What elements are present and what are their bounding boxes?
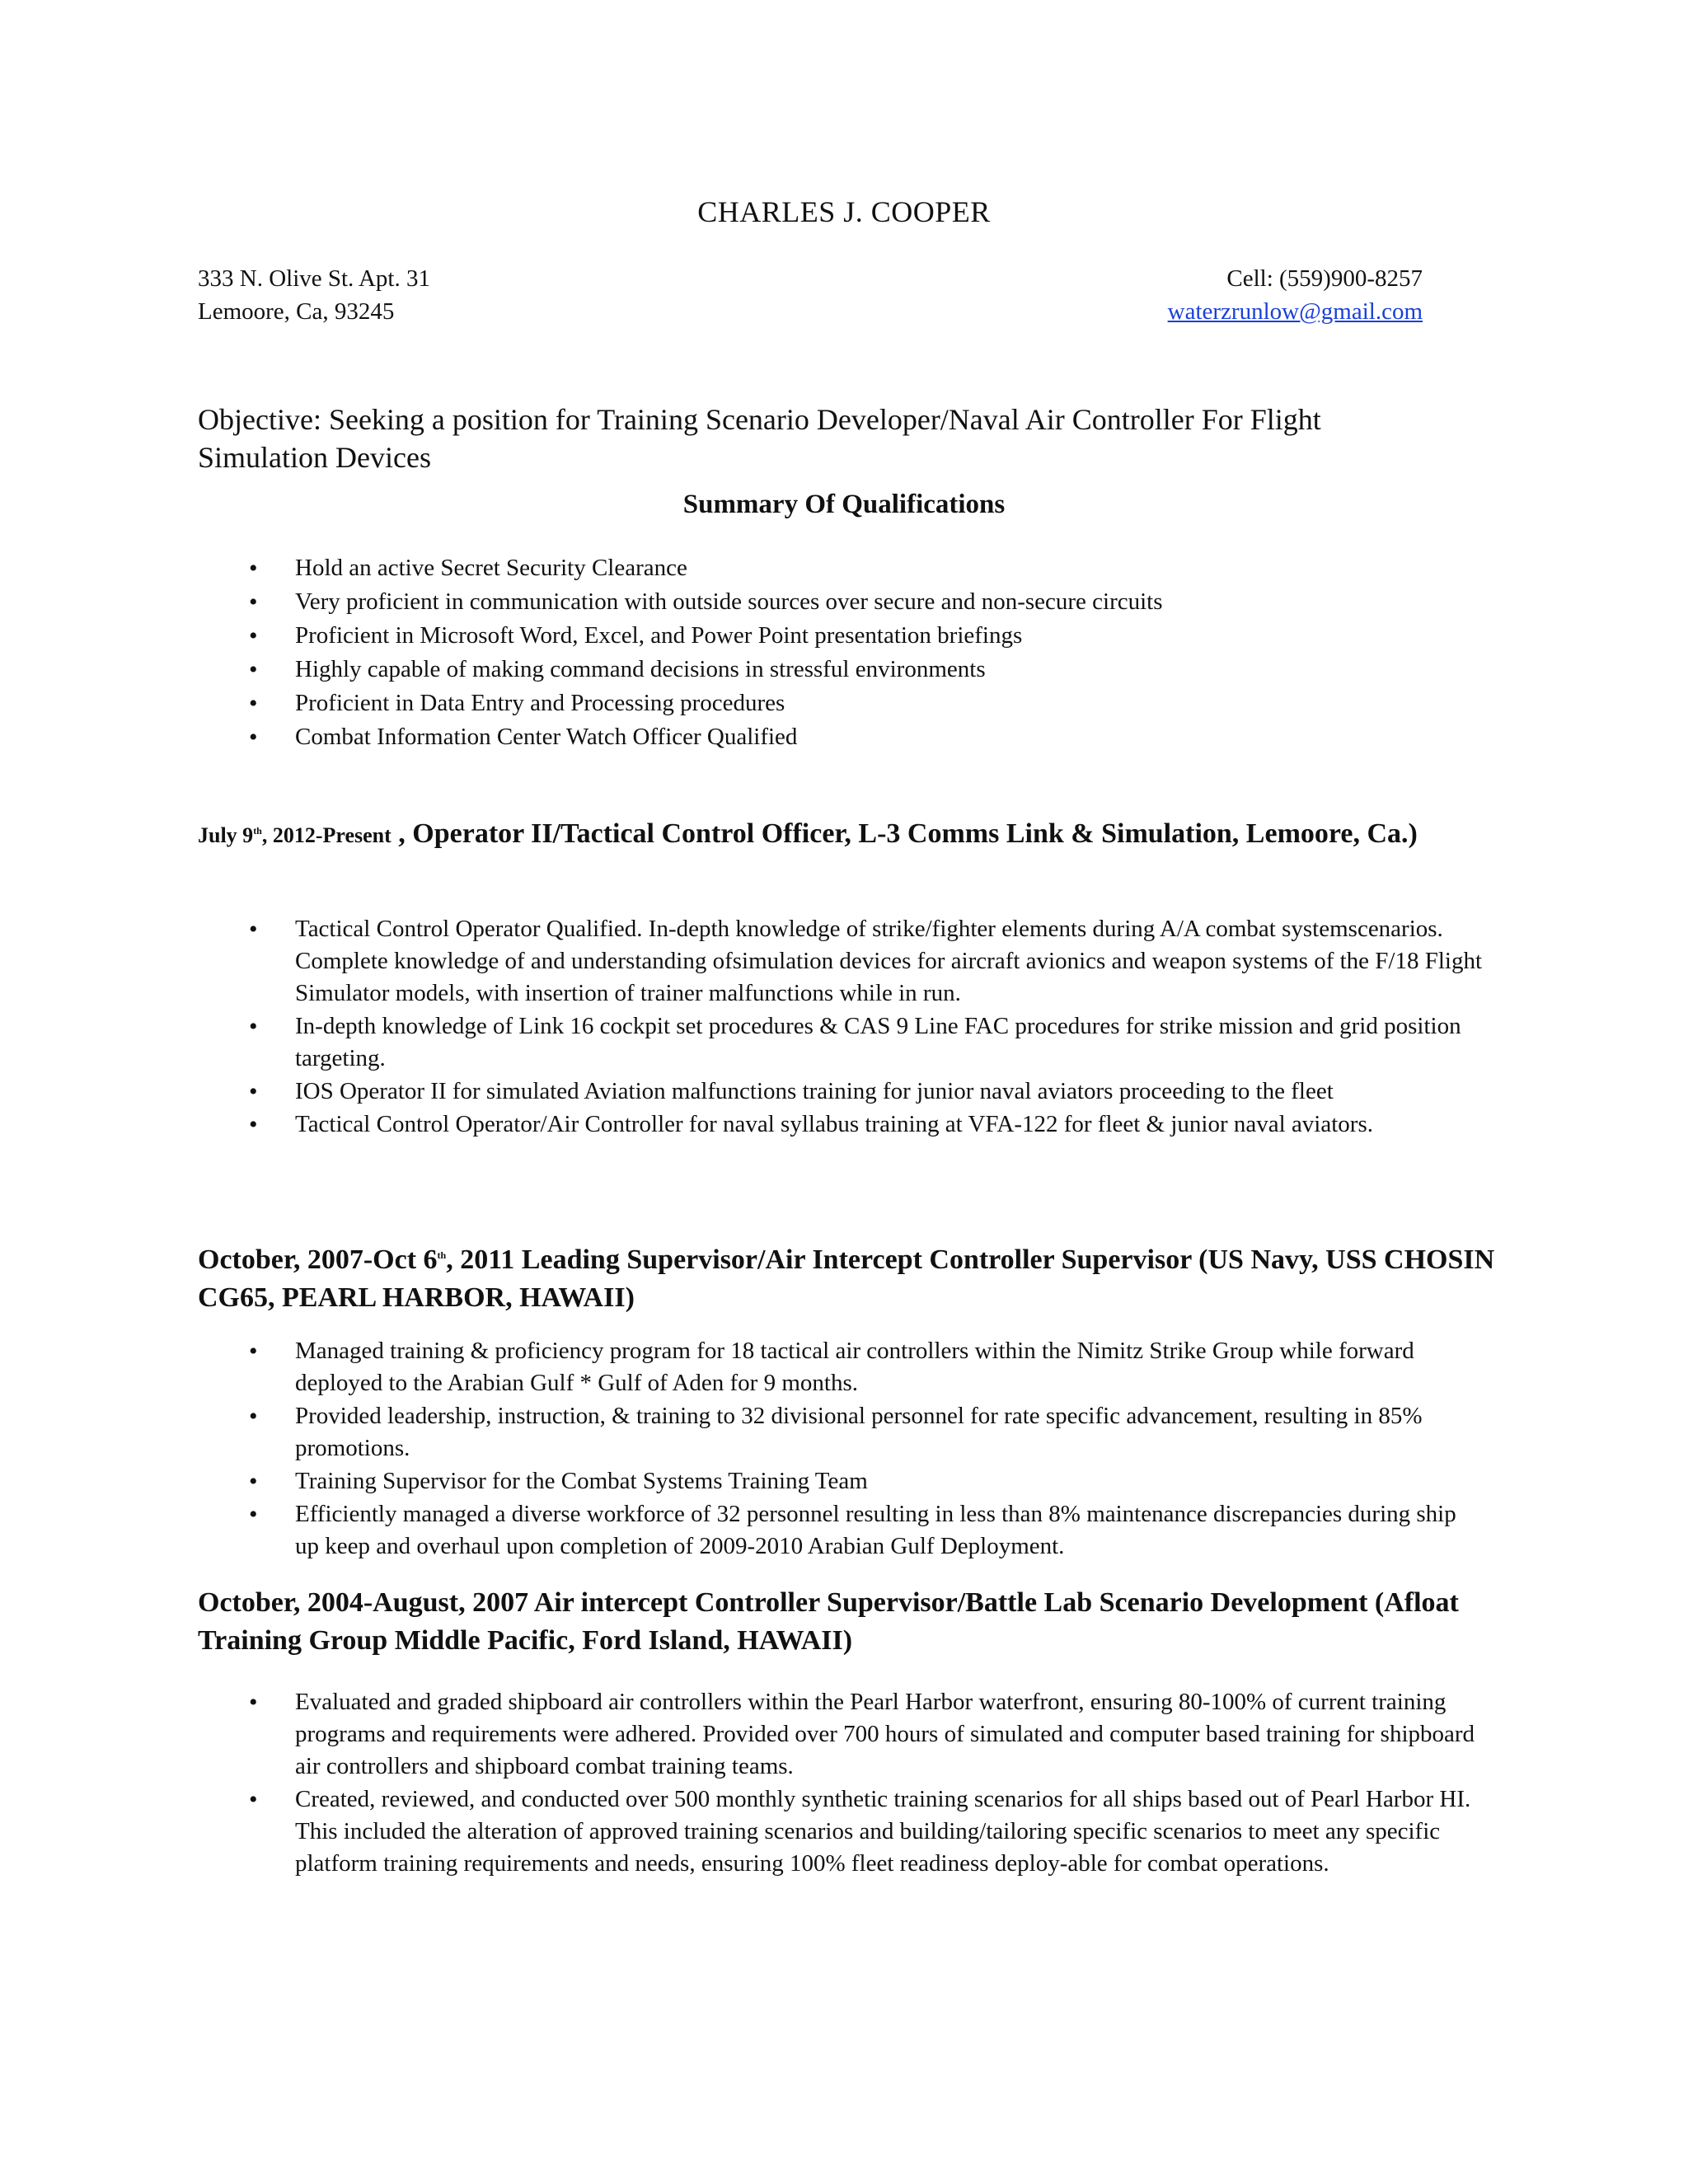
contact-block bbox=[1168, 262, 1423, 328]
address-block bbox=[198, 262, 430, 328]
candidate-name: CHARLES J. COOPER bbox=[697, 195, 991, 228]
email-link[interactable]: waterzrunlow@gmail.com bbox=[1167, 298, 1423, 325]
list-item: • Proficient in Microsoft Word, Excel, and Power Point presentation briefings bbox=[198, 620, 1484, 652]
phone-number: Cell: (559)900-8257 bbox=[1226, 265, 1423, 292]
summary-heading: Summary Of Qualifications bbox=[682, 490, 1006, 519]
list-item: • IOS Operator II for simulated Aviation malfunctions training for junior naval aviators proceeding to the fleet bbox=[198, 1076, 1484, 1108]
job-date-suffix: , 2012-Present bbox=[261, 823, 392, 847]
job-2-duties bbox=[198, 1335, 1484, 1563]
job-date: July 9 bbox=[198, 823, 254, 847]
list-item: • Hold an active Secret Security Clearance bbox=[198, 552, 1484, 584]
job-3-duties bbox=[198, 1686, 1484, 1881]
job-date: October, 2007-Oct 6 bbox=[198, 1244, 438, 1275]
list-item: • Training Supervisor for the Combat Systems Training Team bbox=[198, 1465, 1484, 1497]
list-item: • Combat Information Center Watch Officer Qualified bbox=[198, 721, 1484, 753]
job-title: Leading Supervisor/Air Intercept Controller Supervisor (US Navy, USS CHOSIN CG65, PEARL HARBOR, HAWAII) bbox=[198, 1244, 1495, 1313]
job-heading-3: October, 2004-August, 2007 Air intercept Controller Supervisor/Battle Lab Scenario Development (Afloat Training Group Middle Pacific, Ford Island, HAWAII) bbox=[198, 1587, 1459, 1656]
job-title: , Operator II/Tactical Control Officer, L-3 Comms Link & Simulation, Lemoore, Ca.) bbox=[391, 818, 1418, 849]
address-line-2: Lemoore, Ca, 93245 bbox=[198, 298, 395, 325]
list-item: • Managed training & proficiency program for 18 tactical air controllers within the Nimitz Strike Group while forward deployed to the Arabian Gulf * Gulf of Aden for 9 months. bbox=[198, 1335, 1484, 1399]
date-superscript: th bbox=[437, 1249, 447, 1261]
qualifications-list bbox=[198, 552, 1484, 755]
job-1-duties bbox=[198, 913, 1484, 1141]
list-item: • Evaluated and graded shipboard air controllers within the Pearl Harbor waterfront, ensuring 80-100% of current training programs and requirements were adhered. Provided over 700 hours of simulated and computer based training for shipboard air controllers and shipboard combat training teams. bbox=[198, 1686, 1484, 1783]
job-heading-1 bbox=[198, 812, 1517, 855]
list-item: • Highly capable of making command decisions in stressful environments bbox=[198, 654, 1484, 686]
job-date-suffix: , 2011 bbox=[446, 1244, 515, 1275]
job-heading-2 bbox=[198, 1236, 1517, 1317]
list-item: • Tactical Control Operator/Air Controller for naval syllabus training at VFA-122 for fleet & junior naval aviators. bbox=[198, 1108, 1484, 1141]
list-item: • In-depth knowledge of Link 16 cockpit set procedures & CAS 9 Line FAC procedures for strike mission and grid position targeting. bbox=[198, 1010, 1484, 1075]
list-item: • Very proficient in communication with outside sources over secure and non-secure circuits bbox=[198, 586, 1484, 618]
list-item: • Created, reviewed, and conducted over 500 monthly synthetic training scenarios for all ships based out of Pearl Harbor HI. This included the alteration of approved training scenarios and building/tailoring specific scenarios to meet any specific platform training requirements and needs, ensuring 100% fleet readiness deploy-able for combat operations. bbox=[198, 1783, 1484, 1880]
list-item: • Efficiently managed a diverse workforce of 32 personnel resulting in less than 8% maintenance discrepancies during ship up keep and overhaul upon completion of 2009-2010 Arabian Gulf Deployment. bbox=[198, 1498, 1484, 1563]
list-item: • Tactical Control Operator Qualified. In-depth knowledge of strike/fighter elements during A/A combat systemscenarios. Complete knowledge of and understanding ofsimulation devices for aircraft avionics and weapon systems of the F/18 Flight Simulator models, with insertion of trainer malfunctions while in run. bbox=[198, 913, 1484, 1010]
list-item: • Provided leadership, instruction, & training to 32 divisional personnel for rate specific advancement, resulting in 85% promotions. bbox=[198, 1400, 1484, 1465]
date-superscript: th bbox=[253, 825, 262, 837]
objective-statement: Objective: Seeking a position for Training Scenario Developer/Naval Air Controller For Flight Simulation Devices bbox=[198, 403, 1321, 474]
address-line-1: 333 N. Olive St. Apt. 31 bbox=[198, 265, 430, 292]
list-item: • Proficient in Data Entry and Processing procedures bbox=[198, 687, 1484, 719]
